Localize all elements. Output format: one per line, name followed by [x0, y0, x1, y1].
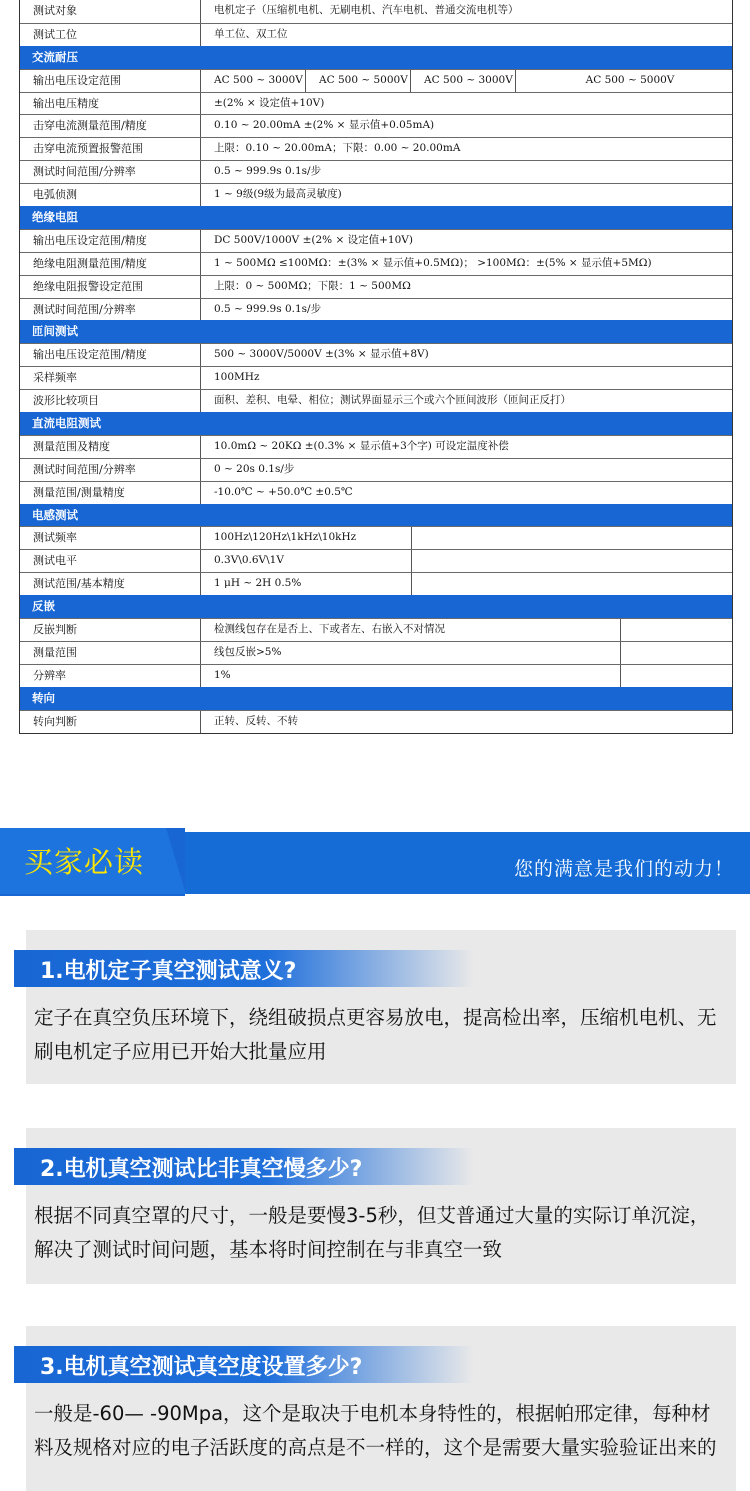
spec-row: [20, 92, 732, 115]
spec-value: ±(2% × 设定值+10V): [214, 96, 325, 109]
spec-label: 测试电平: [20, 550, 201, 572]
spec-label: 击穿电流测量范围/精度: [20, 115, 201, 137]
spec-row: [20, 481, 732, 504]
spec-value: 面积、差积、电晕、相位；测试界面显示三个或六个匝间波形（匝间正反打）: [214, 394, 571, 407]
spec-value: 线包反嵌>5%: [201, 642, 621, 664]
spec-value: 1 μH ~ 2H 0.5%: [201, 573, 412, 595]
spec-section-header: [20, 687, 732, 710]
spec-section-header: [20, 206, 732, 229]
spec-value: 上限：0 ~ 500MΩ；下限：1 ~ 500MΩ: [214, 279, 411, 292]
spec-value: AC 500 ~ 5000V: [306, 70, 411, 92]
spec-section-header: [20, 320, 732, 343]
spec-value: 0.10 ~ 20.00mA ±(2% × 显示值+0.05mA): [214, 119, 435, 132]
spec-value: [412, 550, 744, 572]
spec-value: 单工位、双工位: [214, 27, 288, 40]
spec-value: 100MHz: [214, 371, 260, 384]
spec-value: 上限：0.10 ~ 20.00mA；下限：0.00 ~ 20.00mA: [214, 142, 461, 155]
faq-question-bar: [14, 950, 474, 987]
spec-row: [20, 275, 732, 298]
buyer-notice-banner: [0, 828, 750, 898]
spec-row: [20, 664, 732, 687]
spec-row: [20, 435, 732, 458]
spec-label: 测量范围/测量精度: [20, 482, 201, 504]
spec-row: [20, 526, 732, 549]
banner-slogan: 您的满意是我们的动力！: [513, 858, 734, 880]
spec-row: [20, 69, 732, 92]
spec-label: 测试范围/基本精度: [20, 573, 201, 595]
banner-title: 买家必读: [24, 845, 145, 879]
spec-value: [621, 619, 744, 641]
spec-value: AC 500 ~ 5000V: [585, 73, 675, 86]
spec-section-header: [20, 595, 732, 618]
spec-value: 1 ~ 500MΩ ≤100MΩ：±(3% × 显示值+0.5MΩ)； >100MΩ：±(5% × 显示值+5MΩ): [214, 256, 652, 269]
section-title: 反嵌: [32, 599, 55, 614]
spec-value: 0.3V\0.6V\1V: [201, 550, 412, 572]
spec-value: [412, 573, 744, 595]
faq-item: [26, 930, 736, 1084]
spec-row: [20, 389, 732, 412]
spec-label: 绝缘电阻测量范围/精度: [20, 253, 201, 275]
spec-label: 采样频率: [20, 367, 201, 389]
faq-answer: 根据不同真空罩的尺寸，一般是要慢3-5秒，但艾普通过大量的实际订单沉淀，解决了测试时间问题，基本将时间控制在与非真空一致: [34, 1204, 710, 1261]
spec-label: 测量范围: [20, 642, 201, 664]
spec-label: 输出电压设定范围/精度: [20, 230, 201, 252]
spec-value: 正转、反转、不转: [214, 714, 298, 727]
faq-question: 3.电机真空测试真空度设置多少?: [40, 1355, 363, 1380]
spec-label: 绝缘电阻报警设定范围: [20, 276, 201, 298]
spec-row: [20, 252, 732, 275]
spec-label: 反嵌判断: [20, 619, 201, 641]
spec-value: 10.0mΩ ~ 20KΩ ±(0.3% × 显示值+3个字) 可设定温度补偿: [214, 439, 509, 452]
section-title: 匝间测试: [32, 324, 78, 339]
spec-label: 分辨率: [20, 665, 201, 687]
spec-label: 输出电压设定范围/精度: [20, 344, 201, 366]
spec-label: 测量范围及精度: [20, 436, 201, 458]
spec-section-header: [20, 504, 732, 527]
spec-section-header: [20, 46, 732, 69]
spec-value: AC 500 ~ 3000V: [411, 70, 516, 92]
spec-label: 输出电压设定范围: [20, 70, 201, 92]
spec-row: [20, 572, 732, 595]
spec-label: 测试时间范围/分辨率: [20, 299, 201, 321]
spec-row: [20, 0, 732, 23]
faq-item: [26, 1326, 736, 1491]
faq-answer: 定子在真空负压环境下，绕组破损点更容易放电，提高检出率，压缩机电机、无刷电机定子应用已开始大批量应用: [34, 1006, 717, 1063]
faq-question: 1.电机定子真空测试意义?: [40, 959, 297, 984]
faq-question: 2.电机真空测试比非真空慢多少?: [40, 1157, 363, 1182]
spec-section-header: [20, 412, 732, 435]
spec-row: [20, 160, 732, 183]
faq-item: [26, 1128, 736, 1284]
spec-value: 电机定子（压缩机电机、无刷电机、汽车电机、普通交流电机等）: [214, 4, 519, 16]
spec-row: [20, 114, 732, 137]
spec-value: [412, 527, 744, 549]
spec-row: [20, 23, 732, 46]
spec-row: [20, 710, 732, 733]
spec-value: 0.5 ~ 999.9s 0.1s/步: [214, 165, 322, 178]
spec-row: [20, 229, 732, 252]
spec-label: 测试时间范围/分辨率: [20, 161, 201, 183]
spec-label: 电弧侦测: [20, 184, 201, 206]
spec-value: 1%: [201, 665, 621, 687]
spec-value: 500 ~ 3000V/5000V ±(3% × 显示值+8V): [214, 348, 429, 361]
spec-label: 测试工位: [20, 24, 201, 46]
faq-question-bar: [14, 1346, 474, 1383]
spec-value: DC 500V/1000V ±(2% × 设定值+10V): [214, 233, 413, 246]
spec-row: [20, 641, 732, 664]
spec-row: [20, 298, 732, 321]
section-title: 交流耐压: [32, 49, 78, 64]
spec-row: [20, 366, 732, 389]
faq-question-bar: [14, 1148, 474, 1185]
section-title: 电感测试: [32, 507, 78, 522]
spec-row: [20, 137, 732, 160]
spec-row: [20, 343, 732, 366]
spec-row: [20, 549, 732, 572]
spec-value: [621, 642, 744, 664]
spec-value: AC 500 ~ 3000V: [201, 70, 306, 92]
spec-value: 检测线包存在是否上、下或者左、右嵌入不对情况: [201, 619, 621, 641]
spec-value: 0.5 ~ 999.9s 0.1s/步: [214, 302, 322, 315]
spec-value: [621, 665, 744, 687]
section-title: 直流电阻测试: [32, 416, 101, 431]
spec-label: 测试对象: [20, 0, 201, 23]
spec-table: [19, 0, 733, 734]
spec-value: 1 ~ 9级(9级为最高灵敏度): [214, 188, 342, 201]
spec-value: -10.0℃ ~ +50.0℃ ±0.5℃: [214, 485, 353, 498]
spec-label: 输出电压精度: [20, 93, 201, 115]
spec-row: [20, 458, 732, 481]
spec-row: [20, 183, 732, 206]
faq-answer: 一般是-60— -90Mpa，这个是取决于电机本身特性的，根据帕邢定律，每种材料及规格对应的电子活跃度的高点是不一样的，这个是需要大量实验验证出来的: [34, 1402, 717, 1459]
spec-row: [20, 618, 732, 641]
spec-label: 转向判断: [20, 711, 201, 733]
section-title: 绝缘电阻: [32, 210, 78, 225]
spec-label: 测试时间范围/分辨率: [20, 459, 201, 481]
spec-label: 测试频率: [20, 527, 201, 549]
spec-label: 击穿电流预置报警范围: [20, 138, 201, 160]
section-title: 转向: [32, 690, 55, 705]
spec-value: 100Hz\120Hz\1kHz\10kHz: [201, 527, 412, 549]
spec-label: 波形比较项目: [20, 390, 201, 412]
spec-value: 0 ~ 20s 0.1s/步: [214, 462, 295, 475]
